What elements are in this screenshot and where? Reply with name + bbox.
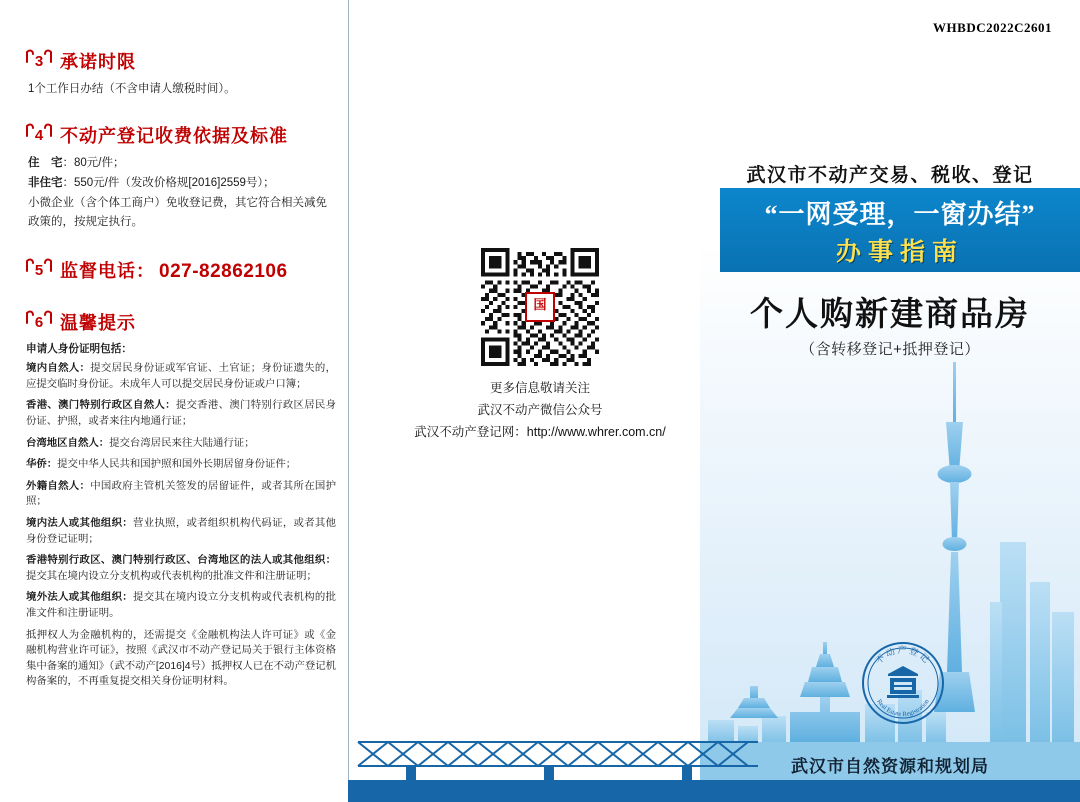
section-number-icon <box>24 48 54 74</box>
list-item-text: 提交其在境内设立分支机构或代表机构的批准文件和注册证明； <box>26 570 317 582</box>
bottom-blue-strip <box>348 780 1080 802</box>
list-item-text: 中国政府主管机关签发的居留证件，或者其所在国护照； <box>26 480 336 508</box>
section-5-title: 监督电话： <box>60 261 155 282</box>
section-6-header <box>24 309 336 335</box>
document-code: WHBDC2022C2601 <box>933 20 1052 35</box>
list-item-text: 提交居民身份证或军官证、土官证；身份证遗失的，应提交临时身份证。未成年人可以提交居民身份证或户口簿； <box>26 363 336 390</box>
fee-value: 80元/件； <box>74 157 125 170</box>
fee-label: 非住宅 <box>28 177 63 190</box>
list-item <box>26 516 336 547</box>
section-5 <box>24 257 336 283</box>
banner-subtitle: 办事指南 <box>835 239 964 266</box>
supervision-phone-line <box>60 257 288 283</box>
list-item <box>26 553 336 584</box>
svg-text:6: 6 <box>34 314 44 332</box>
section-number-icon <box>24 257 54 283</box>
svg-text:3: 3 <box>34 53 44 70</box>
svg-text:不动产登记: 不动产登记 <box>873 645 933 666</box>
list-item <box>26 361 336 392</box>
qr-block <box>380 248 700 444</box>
section-4-body: 小微企业（含个体工商户）免收登记费，其它符合相关减免政策的，按规定执行。 <box>28 197 327 228</box>
fee-sep: ： <box>62 177 74 190</box>
qr-code-image <box>481 248 599 366</box>
section-3 <box>24 48 336 98</box>
column-divider <box>348 0 349 790</box>
list-item-label: 外籍自然人： <box>26 480 91 492</box>
qr-caption-line-2: 武汉不动产微信公众号 <box>477 402 603 417</box>
section-3-title: 承诺时限 <box>60 52 136 72</box>
section-3-body: 1个工作日办结（不含申请人缴税时间）。 <box>28 83 236 95</box>
list-item <box>26 457 336 473</box>
list-item-label: 香港、澳门特别行政区自然人： <box>26 400 176 412</box>
svg-text:Real Estate Registration: Real Estate Registration <box>875 698 931 719</box>
list-item <box>26 590 336 621</box>
list-item <box>26 479 336 510</box>
list-item-label: 境内法人或其他组织： <box>26 517 134 529</box>
page-title: 武汉市不动产交易、税收、登记 <box>746 165 1034 186</box>
list-item-label: 台湾地区自然人： <box>26 437 110 449</box>
list-item-label: 华侨： <box>26 459 58 471</box>
section-number-icon <box>24 309 54 335</box>
section-number-icon <box>24 122 54 148</box>
list-item-label: 香港特别行政区、澳门特别行政区、台湾地区的法人或其他组织： <box>26 555 336 567</box>
section-6 <box>24 309 336 690</box>
main-heading: 个人购新建商品房 <box>750 297 1030 333</box>
section-5-header <box>24 257 336 283</box>
section-6-title: 温馨提示 <box>60 313 136 334</box>
list-item <box>26 398 336 429</box>
mortgage-note: 抵押权人为金融机构的，还需提交《金融机构法人许可证》或《金融机构营业许可证》，按照《武汉市不动产登记局关于银行主体资格集中备案的通知》（武不动产[2016]4号）抵押权人已在不动产登记机构备案的，不再重复提交相关身份证明材料。 <box>26 629 337 688</box>
official-seal-icon <box>860 640 946 726</box>
fee-line-nonresidential <box>28 174 336 193</box>
list-item-text: 提交其在境内设立分支机构或代表机构的批准文件和注册证明。 <box>26 592 337 620</box>
supervision-phone-number: 027-82862106 <box>159 261 288 283</box>
qr-center-logo-icon: 国 <box>525 292 555 322</box>
qr-caption-line-3: 武汉不动产登记网：http://www.whrer.com.cn/ <box>414 424 666 439</box>
sub-heading: （含转移登记+抵押登记） <box>800 341 980 358</box>
section-3-header <box>24 48 336 74</box>
section-4 <box>24 122 336 231</box>
list-item-label: 境内自然人： <box>26 363 91 375</box>
identity-proof-list <box>26 341 336 690</box>
svg-text:5: 5 <box>34 262 44 280</box>
qr-caption-line-1: 更多信息敬请关注 <box>489 381 590 395</box>
list-item-text: 提交台湾居民来往大陆通行证； <box>109 437 255 449</box>
fee-label: 住 宅 <box>28 157 63 170</box>
banner-slogan: “一网受理，一窗办结” <box>764 200 1036 229</box>
section-4-header <box>24 122 336 148</box>
left-column <box>24 48 336 698</box>
fee-sep: ： <box>62 157 74 170</box>
list-item-text: 提交中华人民共和国护照和国外长期居留身份证件； <box>57 459 297 471</box>
issuing-authority: 武汉市自然资源和规划局 <box>791 757 989 776</box>
identity-proof-lead: 申请人身份证明包括： <box>26 343 132 356</box>
list-item-text: 提交香港、澳门特别行政区居民身份证、护照，或者来往内地通行证； <box>26 400 337 427</box>
list-item-text: 营业执照，或者组织机构代码证，或者其他身份登记证明； <box>26 517 337 545</box>
right-panel <box>700 0 1080 802</box>
svg-text:4: 4 <box>34 127 44 145</box>
guide-banner <box>720 188 1080 272</box>
section-4-title: 不动产登记收费依据及标准 <box>60 126 288 147</box>
fee-line-residential <box>28 154 336 173</box>
list-item <box>26 436 336 452</box>
fee-value: 550元/件（发改价格规[2016]2559号）； <box>74 177 275 190</box>
list-item-label: 境外法人或其他组织： <box>26 592 134 604</box>
